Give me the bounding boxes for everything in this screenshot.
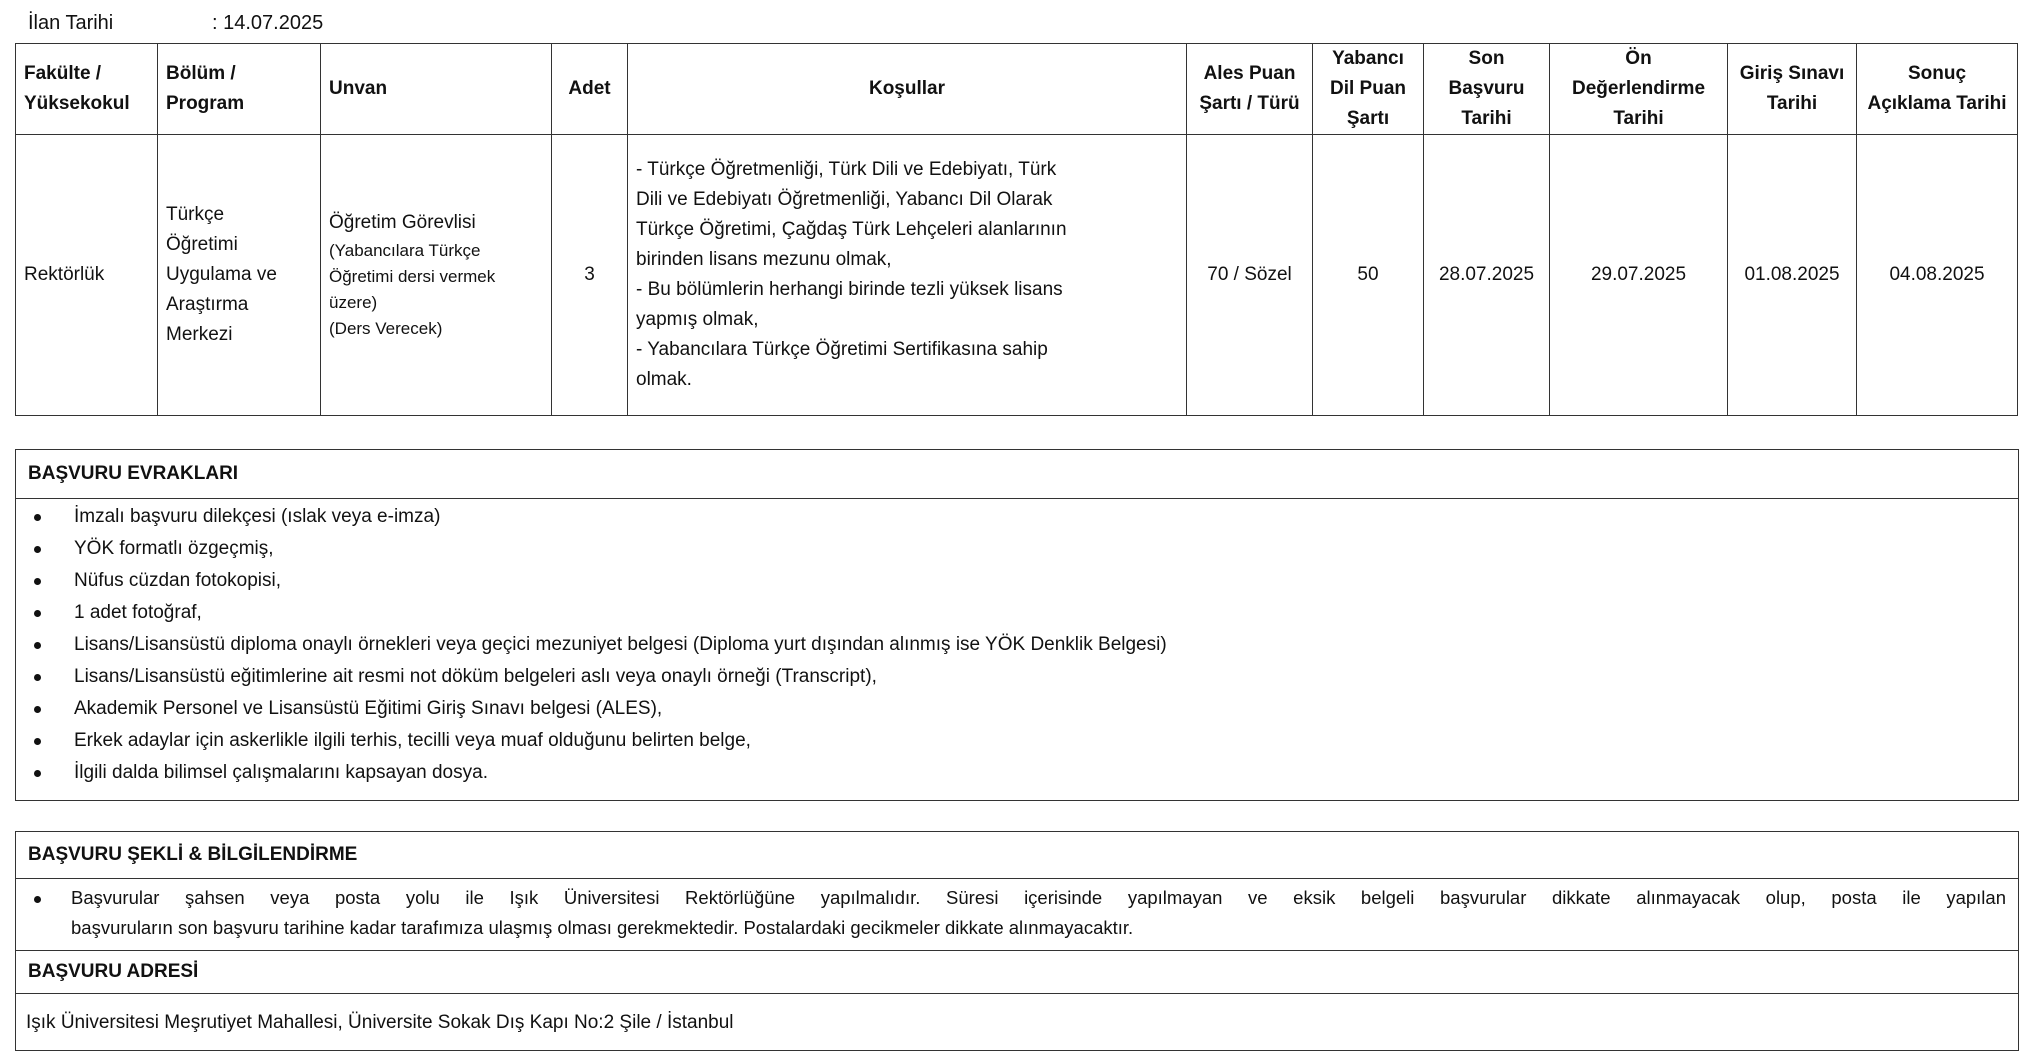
unvan-detail: üzere) — [329, 293, 378, 312]
list-item: 1 adet fotoğraf, — [16, 597, 2018, 629]
cell-giris-sinavi: 01.08.2025 — [1728, 135, 1857, 416]
ilan-tarihi-label: İlan Tarihi — [28, 12, 114, 34]
evraklar-title: BAŞVURU EVRAKLARI — [16, 450, 2018, 499]
list-item: Nüfus cüzdan fotokopisi, — [16, 565, 2018, 597]
table-row — [16, 135, 2018, 416]
cell-bolum — [158, 135, 321, 416]
header-son-basvuru: Son Başvuru Tarihi — [1424, 44, 1550, 135]
evraklar-list — [16, 499, 2018, 789]
header-giris-sinavi: Giriş Sınavı Tarihi — [1728, 44, 1857, 135]
kosul-line: olmak. — [636, 369, 692, 390]
kosul-line: birinden lisans mezunu olmak, — [636, 249, 892, 270]
header-fakulte: Fakülte / Yüksekokul — [16, 44, 158, 135]
cell-yabanci-dil: 50 — [1313, 135, 1424, 416]
cell-adet: 3 — [552, 135, 628, 416]
unvan-detail: (Ders Verecek) — [329, 319, 443, 338]
cell-sonuc: 04.08.2025 — [1857, 135, 2018, 416]
cell-ales: 70 / Sözel — [1187, 135, 1313, 416]
kosul-line: - Yabancılara Türkçe Öğretimi Sertifikasına sahip — [636, 339, 1048, 360]
sekil-line: başvuruların son başvuru tarihine kadar tarafımıza ulaşmış olması gerekmektedir. Postalardaki gecikmeler dikkate alınmayacaktır. — [71, 917, 1134, 938]
kosul-line: Dili ve Edebiyatı Öğretmenliği, Yabancı Dil Olarak — [636, 189, 1053, 210]
kosul-line: - Türkçe Öğretmenliği, Türk Dili ve Edebiyatı, Türk — [636, 159, 1057, 180]
sekil-paragraph — [16, 879, 2018, 951]
bullet-icon — [34, 896, 41, 903]
unvan-detail: (Yabancılara Türkçe — [329, 241, 481, 260]
list-item: YÖK formatlı özgeçmiş, — [16, 533, 2018, 565]
basvuru-evraklari-section — [15, 449, 2019, 801]
header-sonuc: Sonuç Açıklama Tarihi — [1857, 44, 2018, 135]
list-item: Lisans/Lisansüstü diploma onaylı örnekleri veya geçici mezuniyet belgesi (Diploma yurt dışından alınmış ise YÖK Denklik Belgesi) — [16, 629, 2018, 661]
bolum-line: Öğretimi — [166, 234, 238, 255]
table-header-row — [16, 44, 2018, 135]
header-yabanci-dil: Yabancı Dil Puan Şartı — [1313, 44, 1424, 135]
list-item: İlgili dalda bilimsel çalışmalarını kapsayan dosya. — [16, 757, 2018, 789]
position-table — [15, 43, 2018, 416]
header-bolum: Bölüm / Program — [158, 44, 321, 135]
ilan-tarihi — [28, 12, 323, 35]
list-item: İmzalı başvuru dilekçesi (ıslak veya e-imza) — [16, 501, 2018, 533]
cell-son-basvuru: 28.07.2025 — [1424, 135, 1550, 416]
bolum-line: Uygulama ve — [166, 264, 277, 285]
ilan-tarihi-value: : 14.07.2025 — [212, 12, 324, 34]
unvan-title: Öğretim Görevlisi — [329, 212, 476, 233]
bolum-line: Merkezi — [166, 324, 233, 345]
bolum-line: Türkçe — [166, 204, 225, 225]
list-item: Akademik Personel ve Lisansüstü Eğitimi Giriş Sınavı belgesi (ALES), — [16, 693, 2018, 725]
cell-kosullar — [628, 135, 1187, 416]
adres-title: BAŞVURU ADRESİ — [16, 951, 2018, 994]
kosul-line: - Bu bölümlerin herhangi birinde tezli yüksek lisans — [636, 279, 1063, 300]
kosul-line: Türkçe Öğretimi, Çağdaş Türk Lehçeleri alanlarının — [636, 219, 1067, 240]
header-on-degerlendirme: Ön Değerlendirme Tarihi — [1550, 44, 1728, 135]
header-kosullar: Koşullar — [628, 44, 1187, 135]
basvuru-sekli-section — [15, 831, 2019, 1051]
kosul-line: yapmış olmak, — [636, 309, 759, 330]
header-ales: Ales Puan Şartı / Türü — [1187, 44, 1313, 135]
unvan-detail: Öğretimi dersi vermek — [329, 267, 496, 286]
adres-value: Işık Üniversitesi Meşrutiyet Mahallesi, Üniversite Sokak Dış Kapı No:2 Şile / İstanbul — [26, 1012, 734, 1033]
bolum-line: Araştırma — [166, 294, 249, 315]
header-adet: Adet — [552, 44, 628, 135]
cell-on-degerlendirme: 29.07.2025 — [1550, 135, 1728, 416]
header-unvan: Unvan — [321, 44, 552, 135]
list-item: Erkek adaylar için askerlikle ilgili terhis, tecilli veya muaf olduğunu belirten belge, — [16, 725, 2018, 757]
sekil-line: Başvurular şahsen veya posta yolu ile Işık Üniversitesi Rektörlüğüne yapılmalıdır. Süresi içerisinde yapılmayan ve eksik belgeli başvurular dikkate alınmayacak olup, posta ile yapılan — [71, 887, 2006, 908]
cell-fakulte: Rektörlük — [16, 135, 158, 416]
cell-unvan — [321, 135, 552, 416]
sekil-title: BAŞVURU ŞEKLİ & BİLGİLENDİRME — [16, 832, 2018, 879]
list-item: Lisans/Lisansüstü eğitimlerine ait resmi not döküm belgeleri aslı veya onaylı örneği (Transcript), — [16, 661, 2018, 693]
